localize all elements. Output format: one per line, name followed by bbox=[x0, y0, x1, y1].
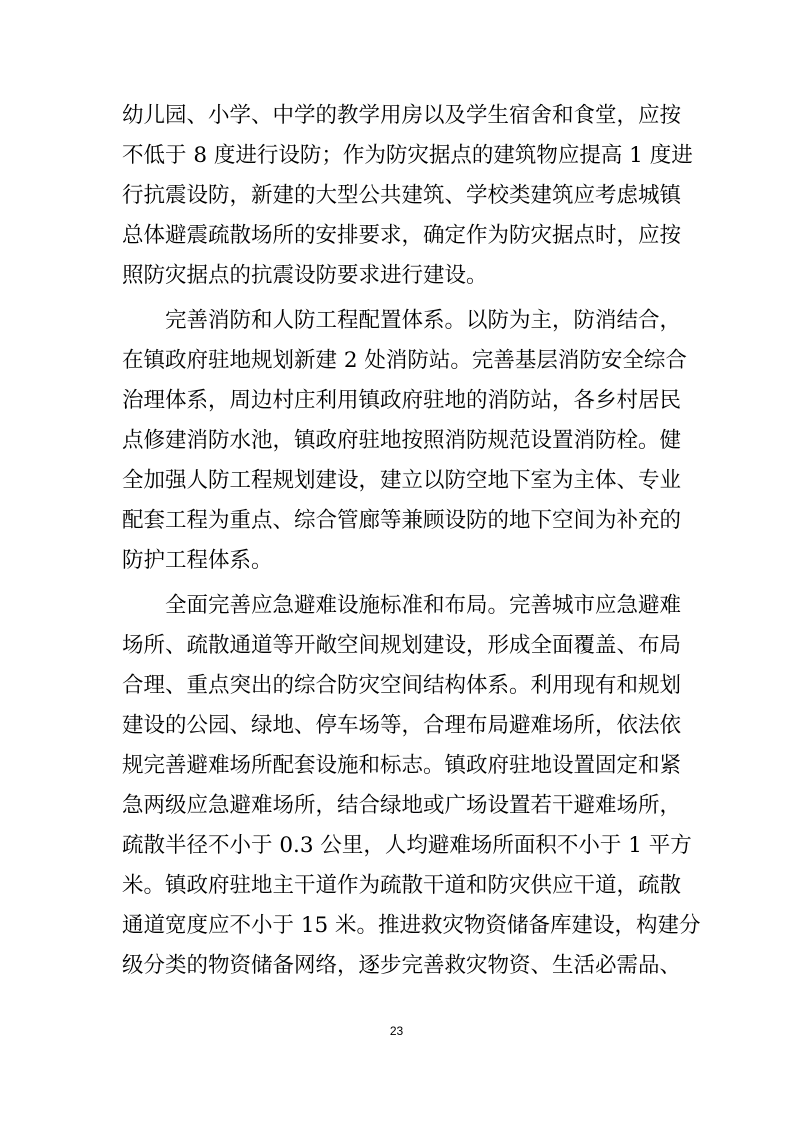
text-line: 配套工程为重点、综合管廊等兼顾设防的地下空间为补充的 bbox=[122, 508, 682, 533]
text-line: 级分类的物资储备网络，逐步完善救灾物资、生活必需品、 bbox=[122, 953, 682, 978]
text-line: 建设的公园、绿地、停车场等，合理布局避难场所，依法依 bbox=[122, 713, 682, 738]
text-line: 全加强人防工程规划建设，建立以防空地下室为主体、专业 bbox=[122, 468, 682, 493]
text-line: 行抗震设防，新建的大型公共建筑、学校类建筑应考虑城镇 bbox=[122, 183, 682, 208]
text-line: 治理体系，周边村庄利用镇政府驻地的消防站，各乡村居民 bbox=[122, 388, 682, 413]
paragraph-heading-line: 完善消防和人防工程配置体系。以防为主，防消结合， bbox=[165, 308, 682, 333]
text-line: 合理、重点突出的综合防灾空间结构体系。利用现有和规划 bbox=[122, 673, 682, 698]
text-line: 通道宽度应不小于 15 米。推进救灾物资储备库建设，构建分 bbox=[122, 913, 701, 938]
paragraph-heading-line: 全面完善应急避难设施标准和布局。完善城市应急避难 bbox=[165, 593, 682, 618]
text-line: 米。镇政府驻地主干道作为疏散干道和防灾供应干道，疏散 bbox=[122, 873, 682, 898]
text-line: 总体避震疏散场所的安排要求，确定作为防灾据点时，应按 bbox=[122, 223, 682, 248]
text-line: 照防灾据点的抗震设防要求进行建设。 bbox=[122, 263, 488, 288]
text-line: 场所、疏散通道等开敞空间规划建设，形成全面覆盖、布局 bbox=[122, 633, 682, 658]
text-line: 在镇政府驻地规划新建 2 处消防站。完善基层消防安全综合 bbox=[122, 348, 687, 373]
text-line: 点修建消防水池，镇政府驻地按照消防规范设置消防栓。健 bbox=[122, 428, 682, 453]
text-line: 急两级应急避难场所，结合绿地或广场设置若干避难场所， bbox=[122, 793, 682, 818]
text-line: 防护工程体系。 bbox=[122, 548, 273, 573]
page-number: 23 bbox=[389, 1024, 404, 1038]
text-line: 不低于 8 度进行设防；作为防灾据点的建筑物应提高 1 度进 bbox=[122, 143, 693, 168]
text-line: 疏散半径不小于 0.3 公里，人均避难场所面积不小于 1 平方 bbox=[122, 833, 692, 858]
text-line: 幼儿园、小学、中学的教学用房以及学生宿舍和食堂，应按 bbox=[122, 103, 682, 128]
text-line: 规完善避难场所配套设施和标志。镇政府驻地设置固定和紧 bbox=[122, 753, 682, 778]
